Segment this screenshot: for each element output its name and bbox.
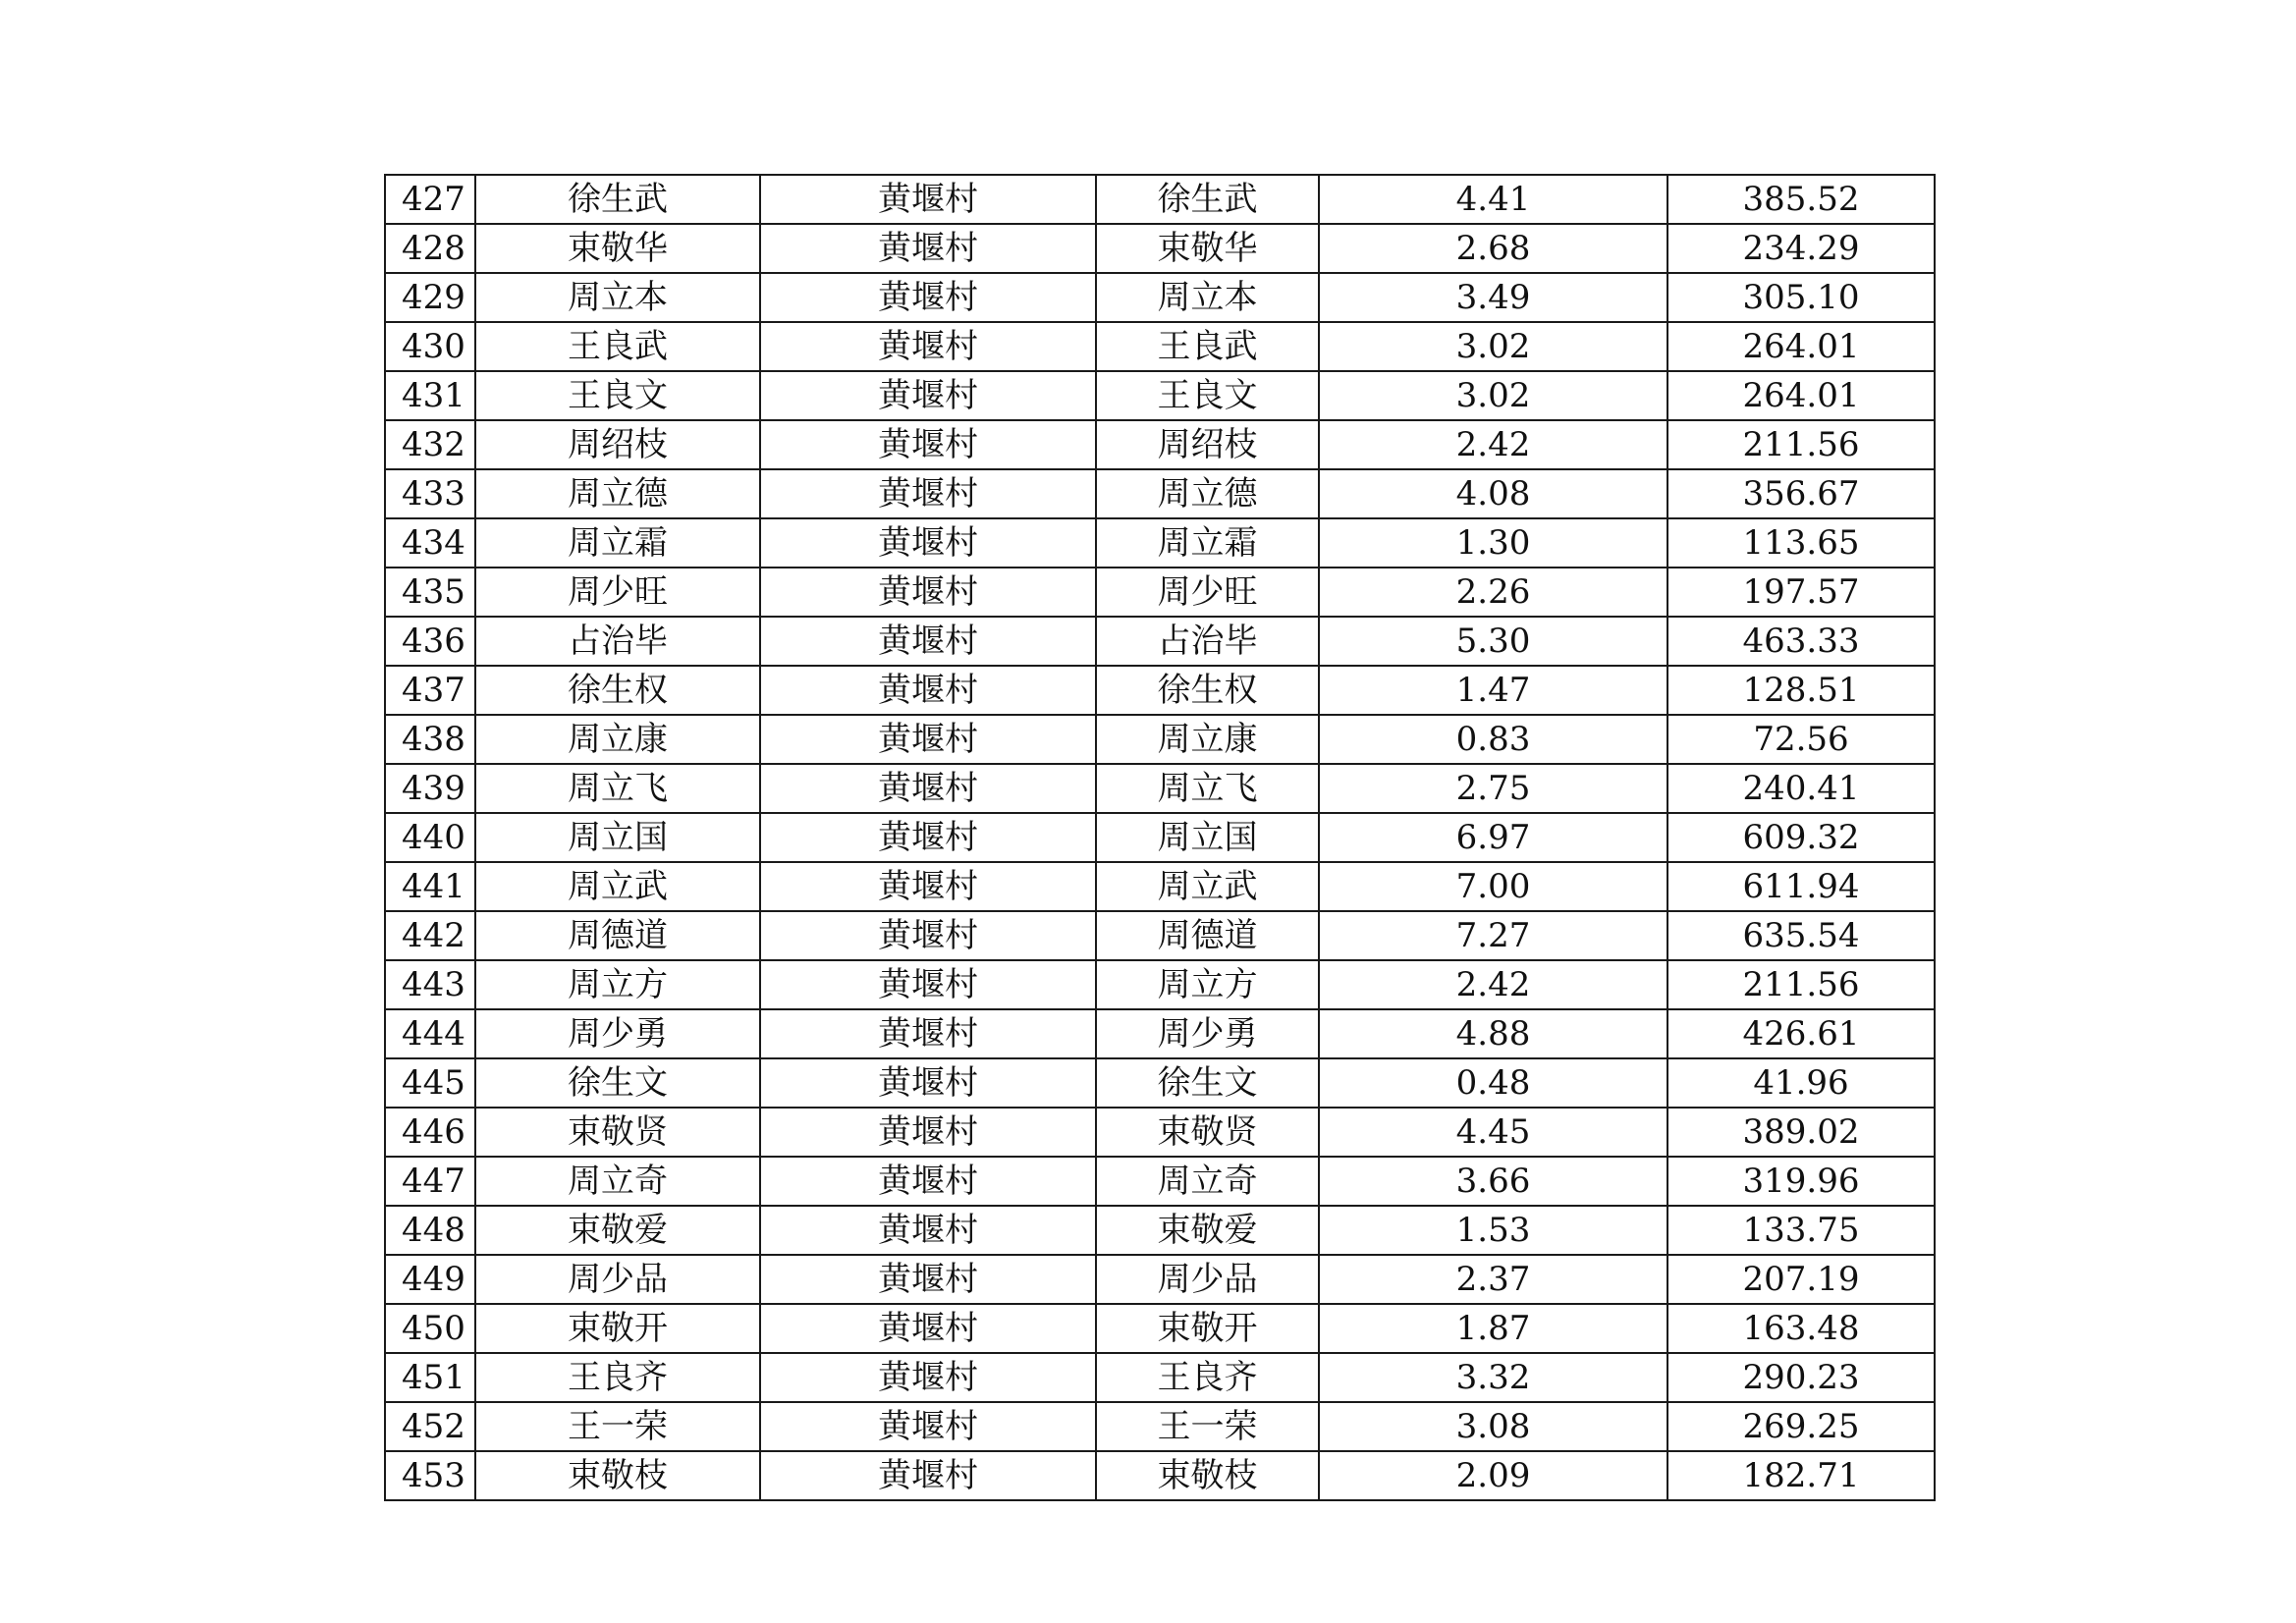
area-cell: 3.49 [1319,273,1667,322]
amount-cell: 269.25 [1667,1402,1935,1451]
amount-cell: 113.65 [1667,518,1935,568]
account-holder-cell: 占治毕 [1096,617,1319,666]
amount-cell: 211.56 [1667,420,1935,469]
account-holder-cell: 周立康 [1096,715,1319,764]
account-holder-cell: 徐生文 [1096,1058,1319,1108]
area-cell: 4.08 [1319,469,1667,518]
name-cell: 束敬华 [475,224,760,273]
area-cell: 2.37 [1319,1255,1667,1304]
row-number-cell: 451 [385,1353,475,1402]
name-cell: 束敬枝 [475,1451,760,1500]
village-cell: 黄堰村 [760,568,1096,617]
table-row [385,1402,1935,1451]
area-cell: 0.83 [1319,715,1667,764]
table-row [385,568,1935,617]
amount-cell: 72.56 [1667,715,1935,764]
amount-cell: 234.29 [1667,224,1935,273]
row-number-cell: 442 [385,911,475,960]
area-cell: 4.41 [1319,175,1667,224]
row-number-cell: 441 [385,862,475,911]
name-cell: 周立霜 [475,518,760,568]
area-cell: 2.75 [1319,764,1667,813]
table-row [385,1108,1935,1157]
area-cell: 2.42 [1319,420,1667,469]
table-row [385,1206,1935,1255]
account-holder-cell: 周立国 [1096,813,1319,862]
account-holder-cell: 周绍枝 [1096,420,1319,469]
village-cell: 黄堰村 [760,911,1096,960]
table-row [385,911,1935,960]
name-cell: 周少品 [475,1255,760,1304]
amount-cell: 463.33 [1667,617,1935,666]
name-cell: 周立飞 [475,764,760,813]
area-cell: 3.08 [1319,1402,1667,1451]
table-row [385,1255,1935,1304]
amount-cell: 426.61 [1667,1009,1935,1058]
village-cell: 黄堰村 [760,1157,1096,1206]
account-holder-cell: 周立飞 [1096,764,1319,813]
village-cell: 黄堰村 [760,715,1096,764]
row-number-cell: 431 [385,371,475,420]
table-row [385,715,1935,764]
name-cell: 周立德 [475,469,760,518]
area-cell: 2.68 [1319,224,1667,273]
area-cell: 5.30 [1319,617,1667,666]
row-number-cell: 447 [385,1157,475,1206]
village-cell: 黄堰村 [760,420,1096,469]
row-number-cell: 433 [385,469,475,518]
area-cell: 2.42 [1319,960,1667,1009]
account-holder-cell: 王一荣 [1096,1402,1319,1451]
table-row [385,813,1935,862]
amount-cell: 635.54 [1667,911,1935,960]
name-cell: 周德道 [475,911,760,960]
account-holder-cell: 束敬开 [1096,1304,1319,1353]
name-cell: 周少勇 [475,1009,760,1058]
table-row [385,666,1935,715]
row-number-cell: 437 [385,666,475,715]
village-cell: 黄堰村 [760,322,1096,371]
account-holder-cell: 周立方 [1096,960,1319,1009]
row-number-cell: 430 [385,322,475,371]
table-row [385,1451,1935,1500]
table-row [385,469,1935,518]
village-cell: 黄堰村 [760,1451,1096,1500]
name-cell: 周立本 [475,273,760,322]
area-cell: 3.66 [1319,1157,1667,1206]
amount-cell: 611.94 [1667,862,1935,911]
name-cell: 徐生文 [475,1058,760,1108]
area-cell: 3.32 [1319,1353,1667,1402]
village-cell: 黄堰村 [760,224,1096,273]
area-cell: 6.97 [1319,813,1667,862]
table-row [385,273,1935,322]
village-cell: 黄堰村 [760,273,1096,322]
account-holder-cell: 徐生权 [1096,666,1319,715]
row-number-cell: 444 [385,1009,475,1058]
name-cell: 束敬开 [475,1304,760,1353]
name-cell: 徐生权 [475,666,760,715]
name-cell: 周立武 [475,862,760,911]
row-number-cell: 450 [385,1304,475,1353]
name-cell: 徐生武 [475,175,760,224]
account-holder-cell: 周少品 [1096,1255,1319,1304]
table-row [385,1009,1935,1058]
account-holder-cell: 束敬华 [1096,224,1319,273]
table-row [385,224,1935,273]
name-cell: 周立康 [475,715,760,764]
area-cell: 1.53 [1319,1206,1667,1255]
table-row [385,1157,1935,1206]
name-cell: 周立国 [475,813,760,862]
account-holder-cell: 束敬贤 [1096,1108,1319,1157]
amount-cell: 211.56 [1667,960,1935,1009]
village-cell: 黄堰村 [760,862,1096,911]
table-row [385,1353,1935,1402]
table-row [385,371,1935,420]
name-cell: 王一荣 [475,1402,760,1451]
table-row [385,175,1935,224]
name-cell: 周立方 [475,960,760,1009]
row-number-cell: 436 [385,617,475,666]
area-cell: 3.02 [1319,371,1667,420]
row-number-cell: 453 [385,1451,475,1500]
account-holder-cell: 王良齐 [1096,1353,1319,1402]
area-cell: 1.47 [1319,666,1667,715]
area-cell: 3.02 [1319,322,1667,371]
account-holder-cell: 周立德 [1096,469,1319,518]
area-cell: 4.88 [1319,1009,1667,1058]
account-holder-cell: 周德道 [1096,911,1319,960]
name-cell: 束敬贤 [475,1108,760,1157]
account-holder-cell: 周立霜 [1096,518,1319,568]
table-row [385,518,1935,568]
village-cell: 黄堰村 [760,175,1096,224]
area-cell: 0.48 [1319,1058,1667,1108]
village-cell: 黄堰村 [760,469,1096,518]
name-cell: 周少旺 [475,568,760,617]
row-number-cell: 427 [385,175,475,224]
area-cell: 7.00 [1319,862,1667,911]
amount-cell: 305.10 [1667,273,1935,322]
account-holder-cell: 王良文 [1096,371,1319,420]
village-cell: 黄堰村 [760,813,1096,862]
account-holder-cell: 束敬枝 [1096,1451,1319,1500]
account-holder-cell: 束敬爱 [1096,1206,1319,1255]
area-cell: 1.87 [1319,1304,1667,1353]
account-holder-cell: 王良武 [1096,322,1319,371]
amount-cell: 319.96 [1667,1157,1935,1206]
row-number-cell: 440 [385,813,475,862]
amount-cell: 197.57 [1667,568,1935,617]
village-cell: 黄堰村 [760,1108,1096,1157]
amount-cell: 385.52 [1667,175,1935,224]
amount-cell: 389.02 [1667,1108,1935,1157]
row-number-cell: 449 [385,1255,475,1304]
area-cell: 2.26 [1319,568,1667,617]
area-cell: 2.09 [1319,1451,1667,1500]
village-cell: 黄堰村 [760,1353,1096,1402]
account-holder-cell: 周立奇 [1096,1157,1319,1206]
name-cell: 束敬爱 [475,1206,760,1255]
name-cell: 占治毕 [475,617,760,666]
row-number-cell: 445 [385,1058,475,1108]
row-number-cell: 448 [385,1206,475,1255]
account-holder-cell: 周少勇 [1096,1009,1319,1058]
table-row [385,1304,1935,1353]
amount-cell: 609.32 [1667,813,1935,862]
village-cell: 黄堰村 [760,1009,1096,1058]
name-cell: 王良齐 [475,1353,760,1402]
account-holder-cell: 周少旺 [1096,568,1319,617]
row-number-cell: 438 [385,715,475,764]
village-cell: 黄堰村 [760,1304,1096,1353]
row-number-cell: 429 [385,273,475,322]
amount-cell: 264.01 [1667,371,1935,420]
table-row [385,960,1935,1009]
row-number-cell: 452 [385,1402,475,1451]
amount-cell: 163.48 [1667,1304,1935,1353]
table-row [385,1058,1935,1108]
table-row [385,764,1935,813]
row-number-cell: 428 [385,224,475,273]
name-cell: 周绍枝 [475,420,760,469]
row-number-cell: 446 [385,1108,475,1157]
amount-cell: 240.41 [1667,764,1935,813]
area-cell: 7.27 [1319,911,1667,960]
data-table [384,174,1936,1501]
village-cell: 黄堰村 [760,1058,1096,1108]
table-row [385,420,1935,469]
village-cell: 黄堰村 [760,764,1096,813]
village-cell: 黄堰村 [760,1255,1096,1304]
amount-cell: 207.19 [1667,1255,1935,1304]
table-row [385,322,1935,371]
amount-cell: 133.75 [1667,1206,1935,1255]
village-cell: 黄堰村 [760,371,1096,420]
village-cell: 黄堰村 [760,1206,1096,1255]
name-cell: 王良武 [475,322,760,371]
area-cell: 1.30 [1319,518,1667,568]
amount-cell: 41.96 [1667,1058,1935,1108]
village-cell: 黄堰村 [760,960,1096,1009]
amount-cell: 128.51 [1667,666,1935,715]
row-number-cell: 443 [385,960,475,1009]
village-cell: 黄堰村 [760,1402,1096,1451]
table-body [385,175,1935,1500]
name-cell: 王良文 [475,371,760,420]
village-cell: 黄堰村 [760,518,1096,568]
row-number-cell: 435 [385,568,475,617]
amount-cell: 356.67 [1667,469,1935,518]
row-number-cell: 439 [385,764,475,813]
account-holder-cell: 徐生武 [1096,175,1319,224]
amount-cell: 264.01 [1667,322,1935,371]
account-holder-cell: 周立武 [1096,862,1319,911]
row-number-cell: 434 [385,518,475,568]
amount-cell: 182.71 [1667,1451,1935,1500]
village-cell: 黄堰村 [760,617,1096,666]
village-cell: 黄堰村 [760,666,1096,715]
table-row [385,862,1935,911]
name-cell: 周立奇 [475,1157,760,1206]
row-number-cell: 432 [385,420,475,469]
table-row [385,617,1935,666]
account-holder-cell: 周立本 [1096,273,1319,322]
area-cell: 4.45 [1319,1108,1667,1157]
amount-cell: 290.23 [1667,1353,1935,1402]
